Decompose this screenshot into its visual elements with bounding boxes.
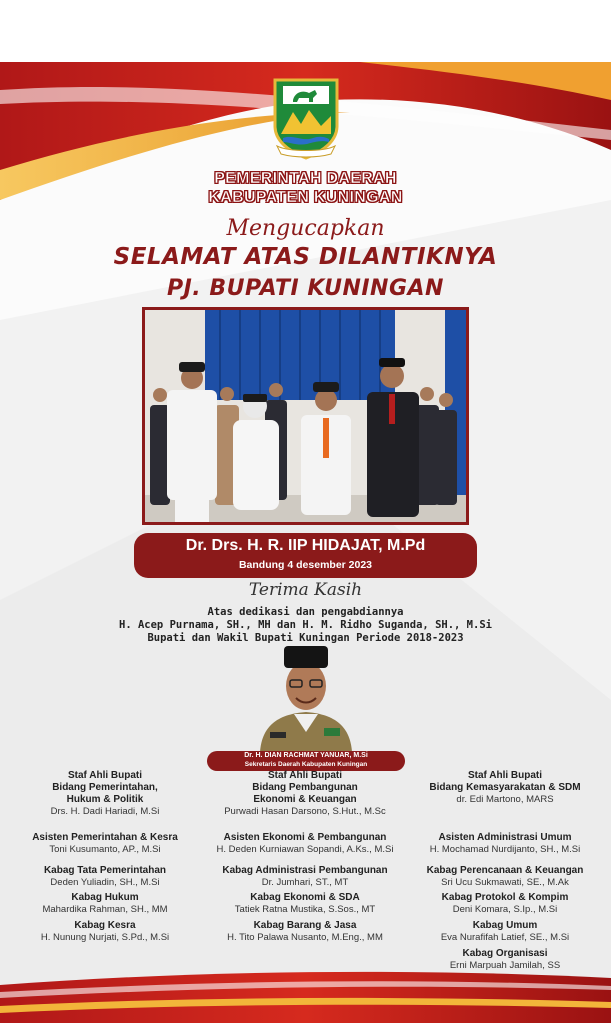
official-name: Deni Komara, S.Ip., M.Si xyxy=(452,904,558,915)
official-position: Kabag Umum xyxy=(472,920,538,931)
government-name-line1: PEMERINTAH DAERAH xyxy=(214,170,397,187)
secretary-name: Dr. H. DIAN RACHMAT YANUAR, M.Si xyxy=(244,752,368,759)
official-position: Kabag Ekonomi & SDA xyxy=(250,892,360,903)
official-entry xyxy=(405,948,605,972)
official-name: Mahardika Rahman, SH., MM xyxy=(42,904,168,915)
inauguration-photo xyxy=(142,307,469,525)
headline-line1: SELAMAT ATAS DILANTIKNYA xyxy=(113,244,498,270)
mengucapkan-script: Mengucapkan xyxy=(226,216,385,241)
thanks-line3: Bupati dan Wakil Bupati Kuningan Periode 2018-2023 xyxy=(147,632,464,644)
official-entry xyxy=(5,920,205,944)
official-entry xyxy=(205,832,405,856)
official-name: dr. Edi Martono, MARS xyxy=(456,794,554,805)
official-entry xyxy=(405,920,605,944)
secretary-portrait xyxy=(250,640,362,752)
official-entry xyxy=(5,892,205,916)
official-position: Kabag Hukum xyxy=(71,892,139,903)
official-name: Tatiek Ratna Mustika, S.Sos., MT xyxy=(234,904,376,915)
secretary-title: Sekretaris Daerah Kabupaten Kuningan xyxy=(244,761,368,768)
official-position: Asisten Ekonomi & Pembangunan xyxy=(223,832,387,843)
official-position: Kabag Perencanaan & Keuangan xyxy=(426,865,584,876)
official-entry xyxy=(405,865,605,889)
government-name-line2: KABUPATEN KUNINGAN xyxy=(208,189,403,206)
appointee-name: Dr. Drs. H. R. IIP HIDAJAT, M.Pd xyxy=(185,537,426,554)
official-entry xyxy=(205,920,405,944)
official-entry xyxy=(405,832,605,856)
official-position: Kabag Kesra xyxy=(74,920,136,931)
official-entry xyxy=(205,865,405,889)
official-position: Kabag Administrasi Pembangunan xyxy=(222,865,388,876)
official-position: Kabag Barang & Jasa xyxy=(253,920,357,931)
inauguration-date: Bandung 4 desember 2023 xyxy=(238,559,373,571)
official-name: H. Mochamad Nurdijanto, SH., M.Si xyxy=(429,844,581,855)
official-entry xyxy=(205,770,405,818)
official-position: Kabag Organisasi xyxy=(462,948,548,959)
official-entry xyxy=(405,770,605,806)
official-entry xyxy=(205,892,405,916)
thanks-line1: Atas dedikasi dan pengabdiannya xyxy=(207,606,404,618)
kuningan-regency-crest-icon xyxy=(269,76,343,160)
official-position: Staf Ahli Bupati Bidang Pembangunan Ekonomi & Keuangan xyxy=(252,770,358,805)
official-position: Kabag Protokol & Kompim xyxy=(441,892,569,903)
official-name: Toni Kusumanto, AP., M.Si xyxy=(49,844,161,855)
official-entry xyxy=(5,770,205,818)
official-position: Staf Ahli Bupati Bidang Pemerintahan, Hukum & Politik xyxy=(52,770,158,805)
headline-line2: PJ. BUPATI KUNINGAN xyxy=(167,276,444,301)
official-position: Staf Ahli Bupati Bidang Kemasyarakatan & SDM xyxy=(429,770,581,793)
official-entry xyxy=(5,865,205,889)
official-name: Sri Ucu Sukmawati, SE., M.Ak xyxy=(441,877,569,888)
official-position: Kabag Tata Pemerintahan xyxy=(43,865,167,876)
official-name: Deden Yuliadin, SH., M.Si xyxy=(50,877,160,888)
official-name: H. Deden Kurniawan Sopandi, A.Ks., M.Si xyxy=(216,844,394,855)
terima-kasih-script: Terima Kasih xyxy=(248,580,363,600)
official-position: Asisten Pemerintahan & Kesra xyxy=(32,832,178,843)
official-name: Dr. Jumhari, ST., MT xyxy=(261,877,349,888)
official-name: Eva Nurafifah Latief, SE., M.Si xyxy=(440,932,570,943)
official-name: Purwadi Hasan Darsono, S.Hut., M.Sc xyxy=(224,806,386,817)
official-entry xyxy=(405,892,605,916)
official-position: Asisten Administrasi Umum xyxy=(438,832,572,843)
official-name: H. Tito Palawa Nusanto, M.Eng., MM xyxy=(227,932,383,943)
official-name: Erni Marpuah Jamilah, SS xyxy=(449,960,561,971)
official-name: H. Nunung Nurjati, S.Pd., M.Si xyxy=(40,932,170,943)
thanks-line2: H. Acep Purnama, SH., MH dan H. M. Ridho Suganda, SH., M.Si xyxy=(119,619,492,631)
official-name: Drs. H. Dadi Hariadi, M.Si xyxy=(50,806,160,817)
official-entry xyxy=(5,832,205,856)
